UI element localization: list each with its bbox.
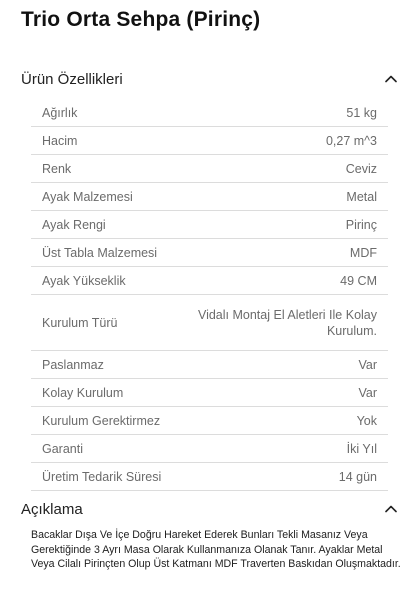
- spec-value: MDF: [349, 245, 377, 260]
- chevron-up-icon[interactable]: [385, 503, 397, 515]
- spec-row-no-install: [31, 407, 388, 435]
- features-header-label: Ürün Özellikleri: [21, 70, 123, 88]
- spec-key: Ağırlık: [42, 105, 78, 120]
- page-title: Trio Orta Sehpa (Pirinç): [21, 8, 261, 31]
- chevron-up-icon[interactable]: [385, 73, 397, 85]
- spec-value: İki Yıl: [346, 441, 377, 456]
- spec-key: Ayak Yükseklik: [42, 273, 126, 288]
- spec-key: Ayak Malzemesi: [42, 189, 133, 204]
- spec-row-leg-color: [31, 211, 388, 239]
- spec-row-lead-time: [31, 463, 388, 491]
- spec-row-volume: [31, 127, 388, 155]
- description-header-label: Açıklama: [21, 500, 83, 518]
- spec-key: Ayak Rengi: [42, 217, 106, 232]
- features-section-header[interactable]: [21, 67, 397, 91]
- spec-value: 49 CM: [340, 273, 377, 288]
- spec-row-weight: [31, 99, 388, 127]
- spec-value: 0,27 m^3: [325, 133, 377, 148]
- description-text: Bacaklar Dışa Ve İçe Doğru Hareket Ederek Bunları Tekli Masanız Veya Gerektiğinde 3 Ayrı Masa Olarak Kullanmanıza Olanak Tanır. Ayaklar Metal Veya Cilalı Pirinçten Olup Üst Katmanı MDF Traverten Baskıdan Oluşmaktadır.: [31, 529, 401, 570]
- spec-row-top-material: [31, 239, 388, 267]
- spec-row-leg-height: [31, 267, 388, 295]
- spec-row-easy-install: [31, 379, 388, 407]
- spec-key: Hacim: [42, 133, 78, 148]
- spec-key: Üst Tabla Malzemesi: [42, 245, 158, 260]
- spec-key: Kurulum Gerektirmez: [42, 413, 161, 428]
- features-table: [31, 99, 388, 491]
- spec-value: Vidalı Montaj El Aletleri Ile Kolay Kurulum.: [197, 307, 377, 338]
- spec-value: Metal: [346, 189, 377, 204]
- spec-key: Renk: [42, 161, 72, 176]
- spec-key: Üretim Tedarik Süresi: [42, 469, 162, 484]
- spec-row-stainless: [31, 351, 388, 379]
- spec-row-leg-material: [31, 183, 388, 211]
- spec-row-warranty: [31, 435, 388, 463]
- spec-value: Pirinç: [345, 217, 377, 232]
- spec-row-installation-type: [31, 295, 388, 351]
- spec-value: 51 kg: [346, 105, 377, 120]
- spec-value: Ceviz: [345, 161, 377, 176]
- spec-key: Paslanmaz: [42, 357, 104, 372]
- spec-key: Kurulum Türü: [42, 315, 118, 330]
- spec-value: Var: [358, 357, 377, 372]
- description-section-header[interactable]: [21, 497, 397, 521]
- spec-key: Garanti: [42, 441, 83, 456]
- spec-value: 14 gün: [338, 469, 377, 484]
- spec-key: Kolay Kurulum: [42, 385, 124, 400]
- spec-value: Yok: [356, 413, 377, 428]
- spec-row-color: [31, 155, 388, 183]
- spec-value: Var: [358, 385, 377, 400]
